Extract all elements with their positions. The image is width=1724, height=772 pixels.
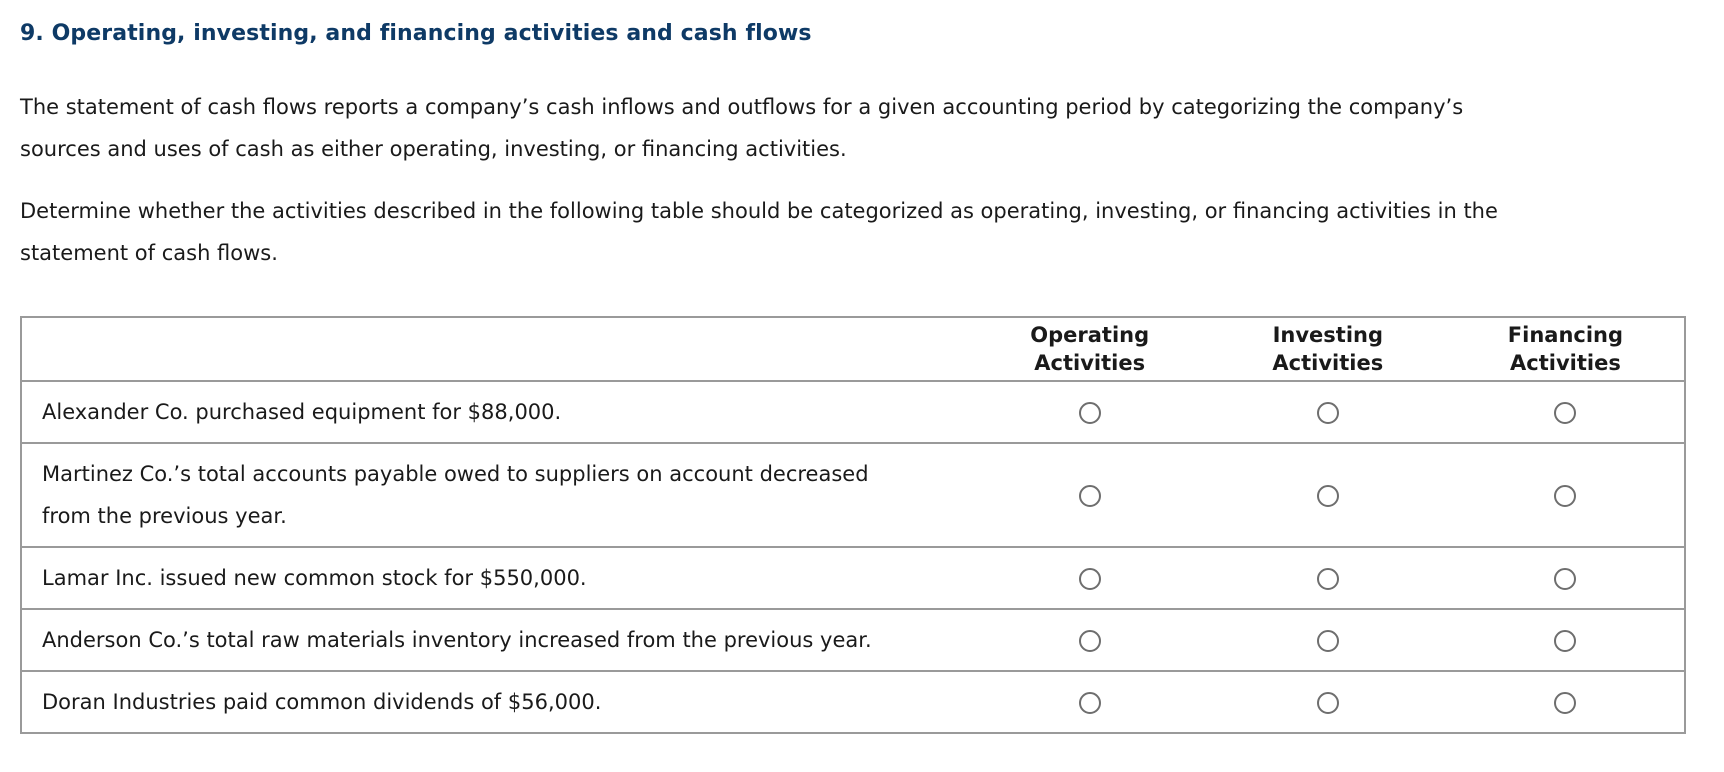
cell-operating — [971, 443, 1209, 547]
radio-investing[interactable] — [1317, 692, 1339, 714]
activity-description: Alexander Co. purchased equipment for $88,000. — [21, 381, 971, 443]
cell-investing — [1209, 547, 1447, 609]
activities-table — [20, 316, 1686, 734]
header-description — [21, 317, 971, 381]
activity-description: Doran Industries paid common dividends of $56,000. — [21, 671, 971, 733]
cell-investing — [1209, 671, 1447, 733]
activity-description: Anderson Co.’s total raw materials inventory increased from the previous year. — [21, 609, 971, 671]
cell-financing — [1447, 547, 1685, 609]
radio-financing[interactable] — [1554, 568, 1576, 590]
table-row — [21, 547, 1685, 609]
activity-description — [21, 443, 971, 547]
radio-operating[interactable] — [1079, 692, 1101, 714]
table-row — [21, 609, 1685, 671]
radio-operating[interactable] — [1079, 630, 1101, 652]
cell-investing — [1209, 381, 1447, 443]
instruction-paragraph: Determine whether the activities described in the following table should be categorized as operating, investing, or financing activities in the statement of cash flows. — [20, 199, 1498, 265]
header-investing-line1: Investing — [1272, 323, 1384, 347]
radio-operating[interactable] — [1079, 485, 1101, 507]
cell-investing — [1209, 443, 1447, 547]
cell-operating — [971, 671, 1209, 733]
header-operating — [971, 317, 1209, 381]
radio-investing[interactable] — [1317, 485, 1339, 507]
radio-operating[interactable] — [1079, 568, 1101, 590]
radio-investing[interactable] — [1317, 568, 1339, 590]
radio-investing[interactable] — [1317, 630, 1339, 652]
header-financing-line2: Activities — [1510, 351, 1621, 375]
table-row — [21, 671, 1685, 733]
activity-description: Lamar Inc. issued new common stock for $550,000. — [21, 547, 971, 609]
intro-paragraph: The statement of cash flows reports a company’s cash inflows and outflows for a given accounting period by categorizing the company’s sources and uses of cash as either operating, investing, or financing activities. — [20, 95, 1464, 161]
cell-investing — [1209, 609, 1447, 671]
radio-financing[interactable] — [1554, 485, 1576, 507]
radio-financing[interactable] — [1554, 630, 1576, 652]
header-operating-line1: Operating — [1030, 323, 1150, 347]
header-financing — [1447, 317, 1685, 381]
cell-financing — [1447, 443, 1685, 547]
header-investing — [1209, 317, 1447, 381]
header-operating-line2: Activities — [1034, 351, 1146, 375]
table-row — [21, 381, 1685, 443]
cell-operating — [971, 609, 1209, 671]
radio-investing[interactable] — [1317, 402, 1339, 424]
table-row — [21, 443, 1685, 547]
header-investing-line2: Activities — [1272, 351, 1384, 375]
cell-financing — [1447, 381, 1685, 443]
header-financing-line1: Financing — [1507, 323, 1624, 347]
cell-financing — [1447, 671, 1685, 733]
cell-operating — [971, 547, 1209, 609]
radio-financing[interactable] — [1554, 402, 1576, 424]
cell-operating — [971, 381, 1209, 443]
activity-description-text: Martinez Co.’s total accounts payable owed to suppliers on account decreased from the previous year. — [42, 462, 869, 528]
radio-operating[interactable] — [1079, 402, 1101, 424]
radio-financing[interactable] — [1554, 692, 1576, 714]
table-header-row — [21, 317, 1685, 381]
question-title: 9. Operating, investing, and financing activities and cash flows — [20, 21, 812, 46]
cell-financing — [1447, 609, 1685, 671]
